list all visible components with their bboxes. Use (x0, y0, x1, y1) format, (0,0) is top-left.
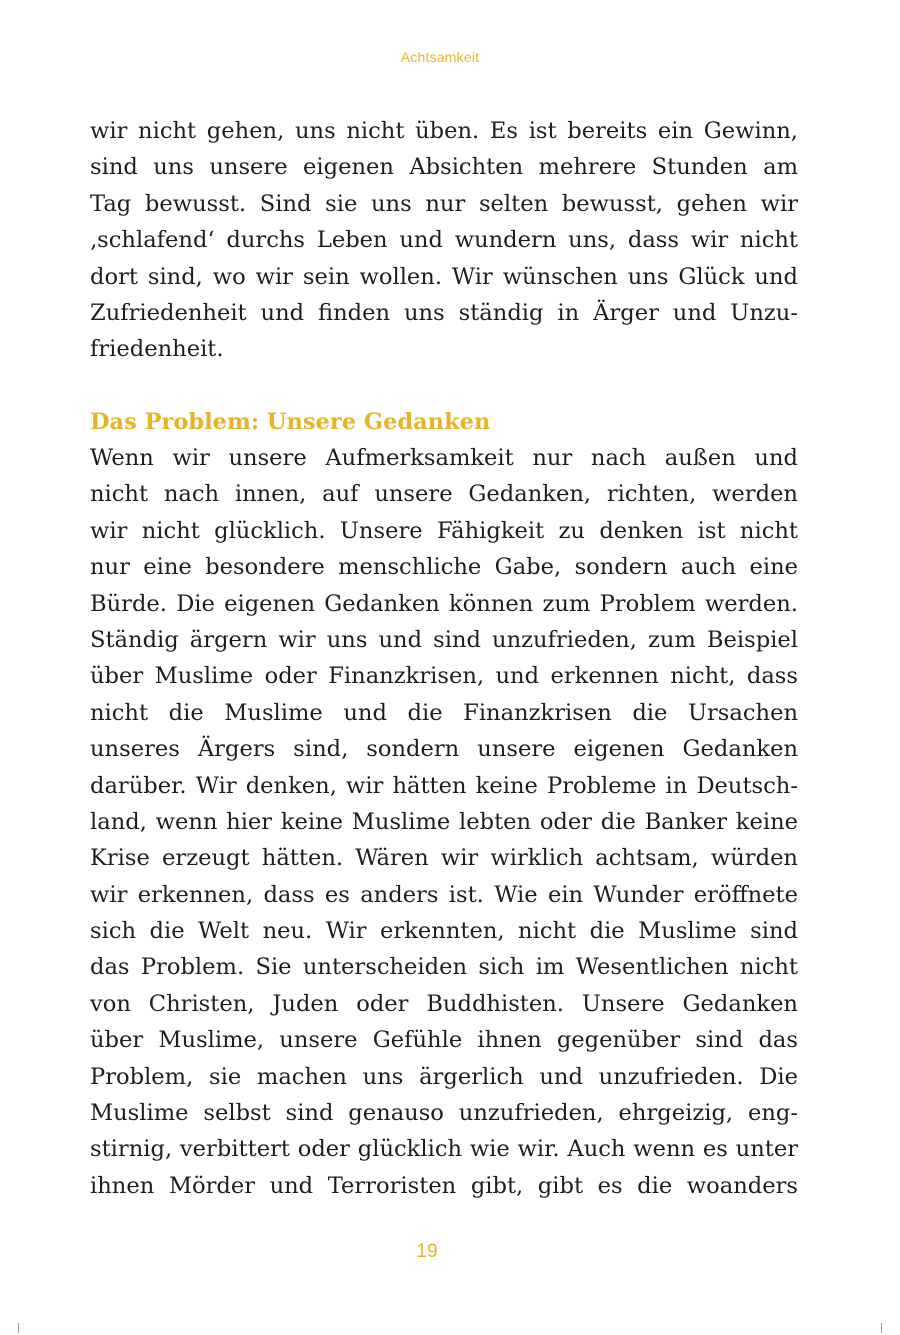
text-line: das Problem. Sie unterscheiden sich im Wesentlichen nicht (90, 954, 798, 981)
text-line: ‚schlafend‘ durchs Leben und wundern uns, dass wir nicht (90, 227, 798, 254)
text-line: wir nicht gehen, uns nicht üben. Es ist bereits ein Gewinn, (90, 118, 798, 144)
paragraph-2 (90, 440, 798, 1204)
text-line: nicht nach innen, auf unsere Gedanken, richten, werden (90, 481, 798, 508)
text-line: dort sind, wo wir sein wollen. Wir wünschen uns Glück und (90, 263, 798, 290)
text-line: über Muslime, unsere Gefühle ihnen gegenüber sind das (90, 1027, 798, 1054)
text-line: nicht die Muslime und die Finanzkrisen die Ursachen (90, 699, 798, 726)
text-line: wir erkennen, dass es anders ist. Wie ein Wunder eröffnete (90, 881, 798, 908)
text-line: Ständig ärgern wir uns und sind unzufrieden, zum Beispiel (90, 626, 798, 653)
crop-mark-left (18, 1323, 19, 1333)
page-number: 19 (416, 1241, 438, 1262)
paragraph-1 (90, 113, 798, 368)
text-line: darüber. Wir denken, wir hätten keine Probleme in Deutsch- (90, 772, 798, 799)
text-line: Bürde. Die eigenen Gedanken können zum Problem werden. (90, 590, 798, 617)
section-heading: Das Problem: Unsere Gedanken (90, 409, 491, 435)
text-line: sind uns unsere eigenen Absichten mehrere Stunden am (90, 154, 798, 181)
text-line: Muslime selbst sind genauso unzufrieden, ehrgeizig, eng- (90, 1100, 798, 1127)
crop-mark-right (881, 1323, 882, 1333)
text-line: Krise erzeugt hätten. Wären wir wirklich achtsam, würden (90, 845, 798, 872)
text-line: stirnig, verbittert oder glücklich wie wir. Auch wenn es unter (90, 1136, 798, 1163)
text-line: Wenn wir unsere Aufmerksamkeit nur nach außen und (90, 445, 798, 471)
text-line: friedenheit. (90, 336, 224, 363)
running-head: Achtsamkeit (400, 49, 480, 65)
text-line: von Christen, Juden oder Buddhisten. Unsere Gedanken (90, 990, 798, 1017)
text-line: über Muslime oder Finanzkrisen, und erkennen nicht, dass (90, 663, 798, 690)
text-line: wir nicht glücklich. Unsere Fähigkeit zu denken ist nicht (90, 517, 798, 544)
text-line: Problem, sie machen uns ärgerlich und unzufrieden. Die (90, 1063, 798, 1090)
text-line: nur eine besondere menschliche Gabe, sondern auch eine (90, 554, 798, 581)
text-line: land, wenn hier keine Muslime lebten oder die Banker keine (90, 808, 798, 835)
text-line: sich die Welt neu. Wir erkennten, nicht die Muslime sind (90, 918, 798, 945)
text-line: Zufriedenheit und finden uns ständig in Ärger und Unzu- (90, 299, 798, 326)
text-line: Tag bewusst. Sind sie uns nur selten bewusst, gehen wir (90, 190, 798, 217)
text-line: unseres Ärgers sind, sondern unsere eigenen Gedanken (90, 736, 798, 763)
text-line: ihnen Mörder und Terroristen gibt, gibt es die woanders (90, 1172, 798, 1199)
